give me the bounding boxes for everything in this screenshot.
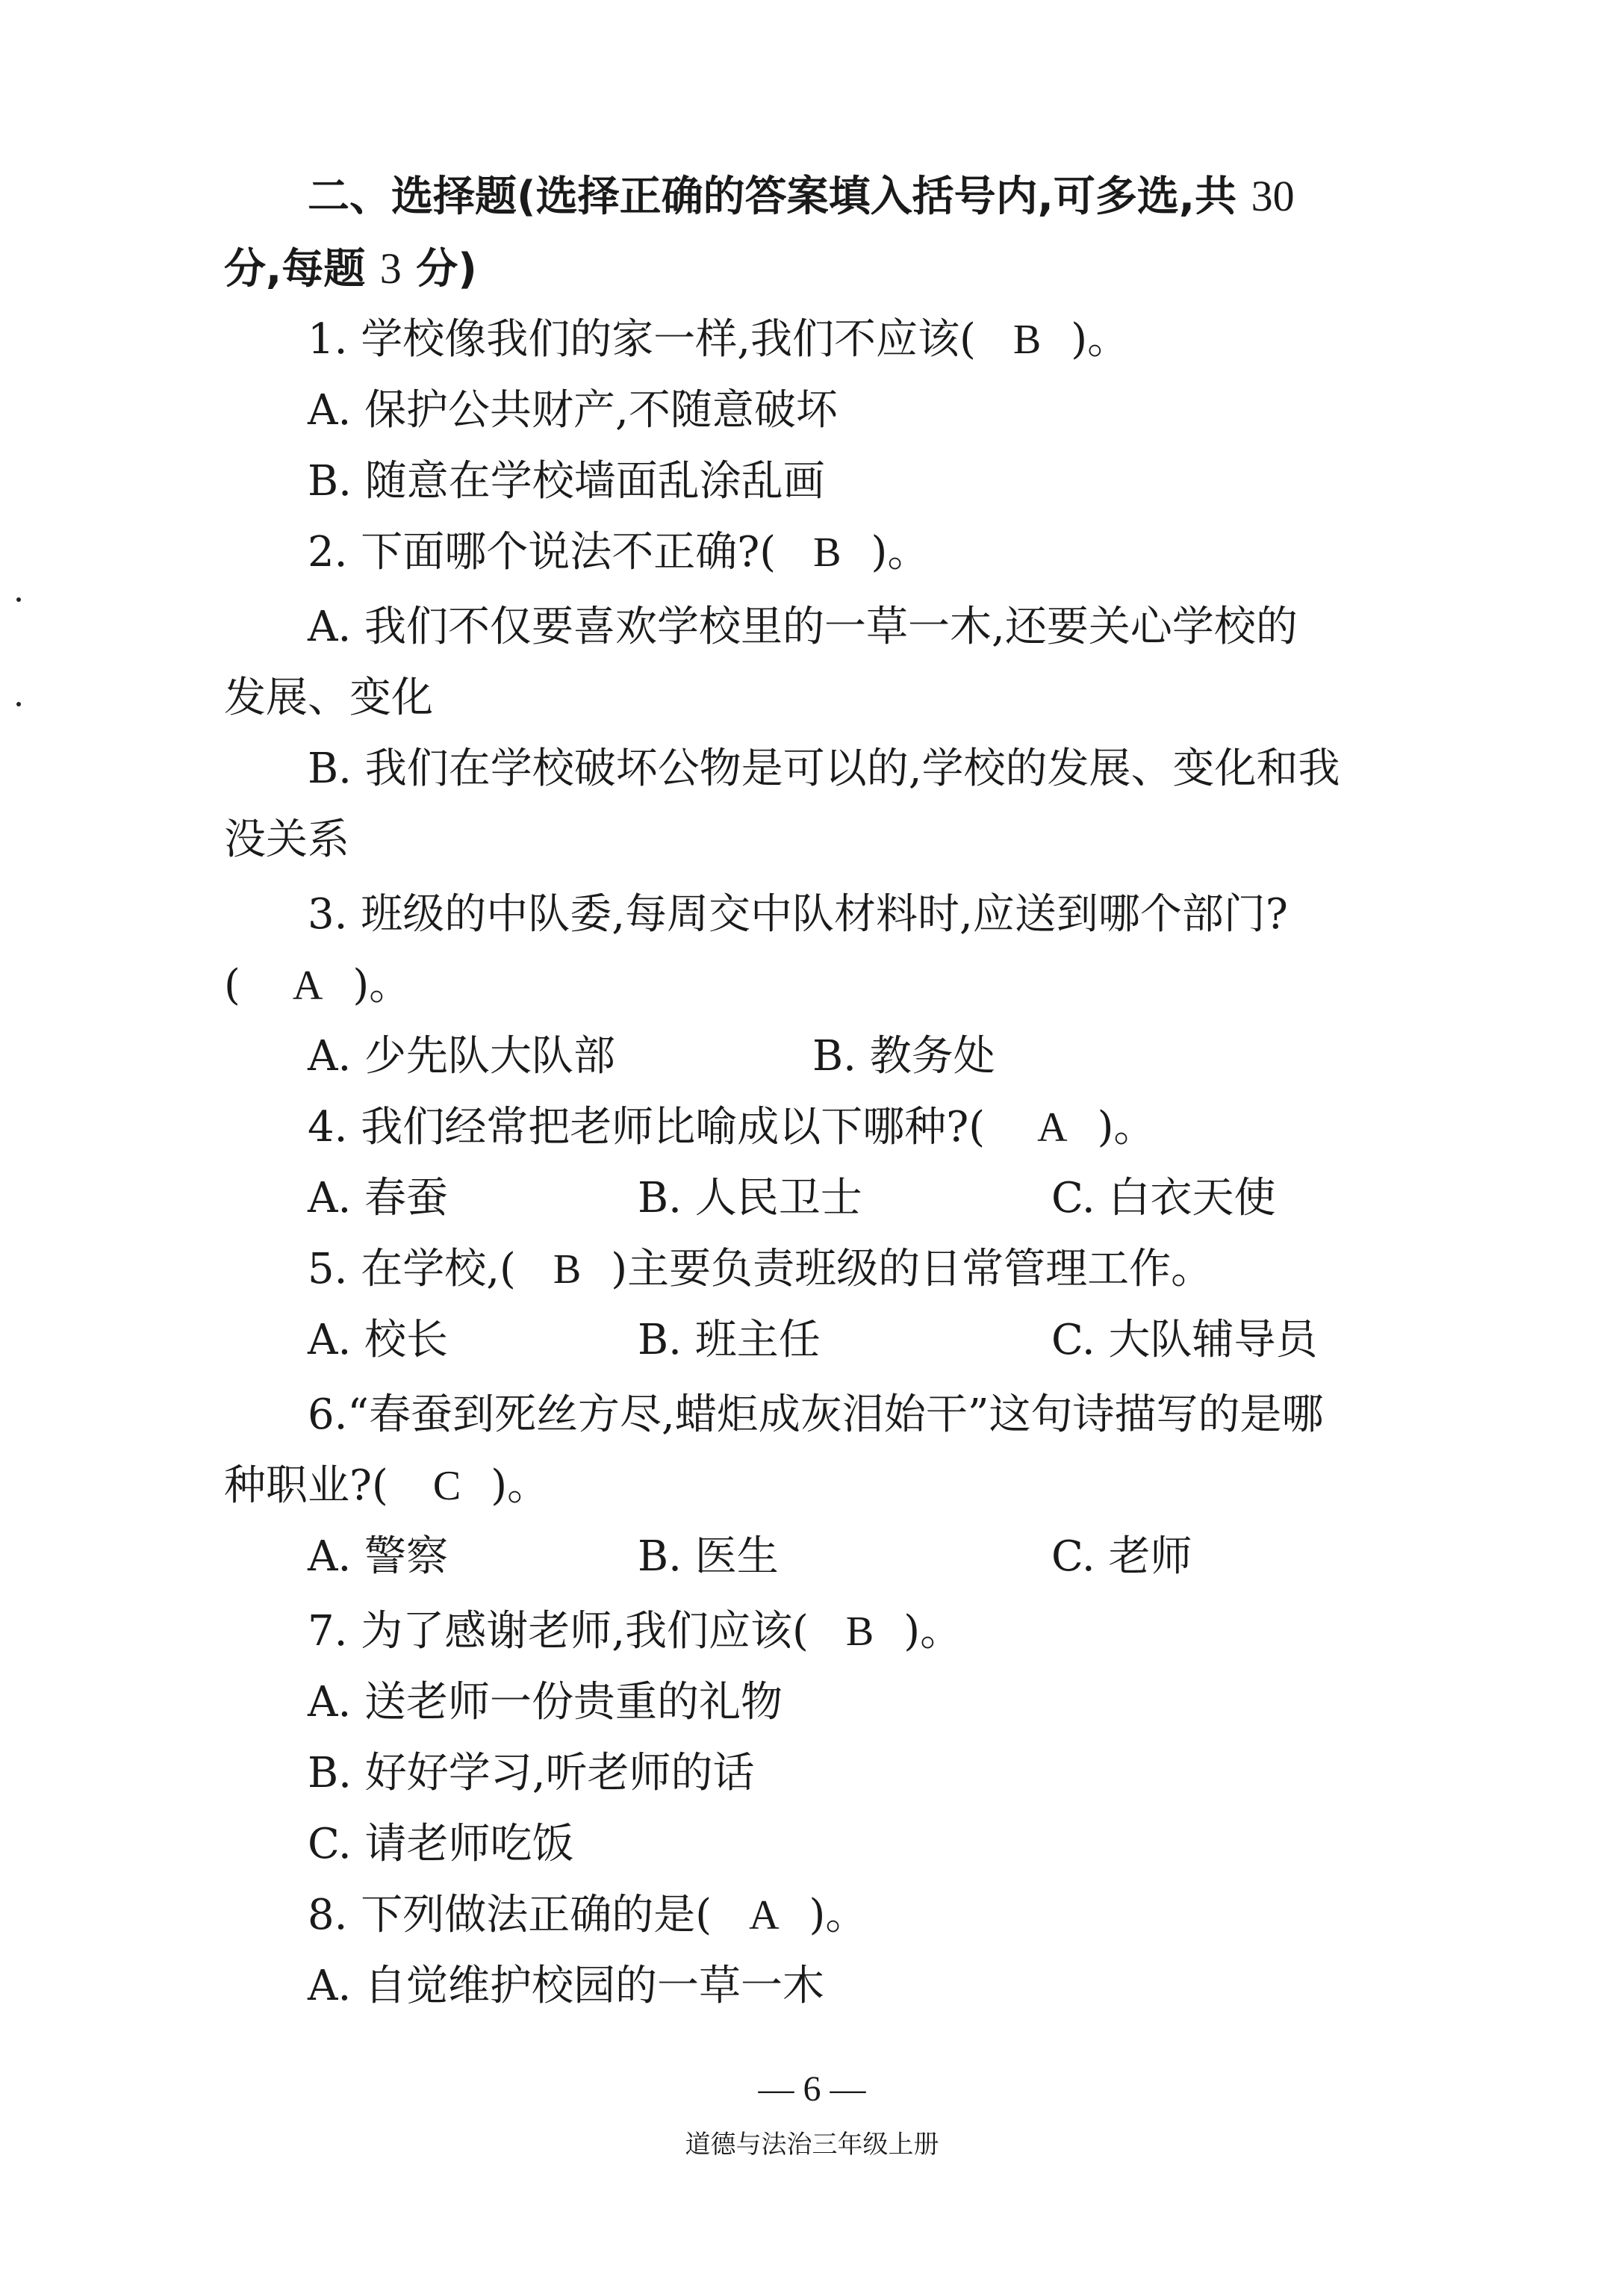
question-6-option-a: A. 警察	[308, 1532, 449, 1581]
question-2-text: 2. 下面哪个说法不正确?(	[308, 528, 777, 576]
question-8-text: 8. 下列做法正确的是(	[308, 1891, 712, 1939]
question-7-stem	[308, 1606, 962, 1658]
question-1-text-end: )。	[1071, 315, 1130, 364]
question-8-text-end: )。	[809, 1891, 868, 1939]
question-2-option-a-line-2: 发展、变化	[224, 674, 433, 722]
question-4-text-end: )。	[1097, 1103, 1156, 1151]
question-2-text-end: )。	[871, 528, 930, 576]
question-3-answer: A	[292, 963, 323, 1009]
scan-speck-1	[16, 597, 21, 602]
question-1-option-a: A. 保护公共财产,不随意破坏	[308, 386, 838, 435]
question-5-option-a: A. 校长	[308, 1316, 449, 1364]
question-5-stem	[308, 1243, 1213, 1296]
question-5-option-b: B. 班主任	[638, 1316, 821, 1364]
question-1-text: 1. 学校像我们的家一样,我们不应该(	[308, 315, 976, 364]
question-6-text: 种职业?(	[224, 1461, 388, 1510]
question-5-text-end: )主要负责班级的日常管理工作。	[611, 1245, 1213, 1293]
question-7-text: 7. 为了感谢老师,我们应该(	[308, 1607, 809, 1656]
question-3-option-b: B. 教务处	[812, 1032, 995, 1081]
question-6-answer: C	[432, 1463, 461, 1509]
question-3-text-end: )。	[352, 961, 411, 1010]
section-heading-text: 二、选择题(选择正确的答案填入括号内,可多选,共	[308, 172, 1237, 221]
question-7-option-b: B. 好好学习,听老师的话	[308, 1749, 755, 1797]
question-3-stem: 3. 班级的中队委,每周交中队材料时,应送到哪个部门?	[308, 890, 1288, 939]
per-question-unit: 分)	[416, 245, 477, 293]
section-heading-line-2	[224, 243, 477, 296]
question-4-stem	[308, 1101, 1155, 1154]
question-2-option-b-line-2: 没关系	[224, 815, 349, 864]
question-7-option-c: C. 请老师吃饭	[308, 1820, 574, 1868]
question-6-option-c: C. 老师	[1051, 1532, 1192, 1581]
question-6-option-b: B. 医生	[638, 1532, 779, 1581]
question-3-answer-line	[224, 960, 411, 1012]
question-6-stem-line-1: 6.“春蚕到死丝方尽,蜡炬成灰泪始干”这句诗描写的是哪	[308, 1390, 1324, 1439]
question-4-option-a: A. 春蚕	[308, 1174, 449, 1222]
question-2-option-a-line-1: A. 我们不仅要喜欢学校里的一草一木,还要关心学校的	[308, 603, 1298, 651]
question-8-option-a: A. 自觉维护校园的一草一木	[308, 1962, 825, 2010]
per-question-label: 分,每题	[224, 245, 366, 293]
total-score: 30	[1251, 172, 1295, 220]
question-2-answer: B	[813, 529, 841, 576]
question-5-text: 5. 在学校,(	[308, 1245, 516, 1293]
question-1-answer: B	[1012, 317, 1042, 363]
question-1-stem	[308, 314, 1129, 366]
question-6-stem-line-2	[224, 1460, 549, 1512]
question-5-option-c: C. 大队辅导员	[1051, 1316, 1318, 1364]
page-number: — 6 —	[758, 2069, 866, 2109]
question-4-answer: A	[1037, 1104, 1068, 1151]
question-3-option-a: A. 少先队大队部	[308, 1032, 616, 1081]
book-title: 道德与法治三年级上册	[685, 2130, 939, 2160]
question-7-answer: B	[845, 1608, 874, 1655]
question-3-paren: (	[224, 961, 240, 1010]
question-8-stem	[308, 1889, 867, 1942]
per-question-score: 3	[379, 244, 402, 293]
question-7-option-a: A. 送老师一份贵重的礼物	[308, 1678, 783, 1726]
question-8-answer: A	[749, 1892, 780, 1939]
question-2-option-b-line-1: B. 我们在学校破坏公物是可以的,学校的发展、变化和我	[308, 745, 1340, 793]
question-5-answer: B	[553, 1246, 582, 1293]
question-4-option-b: B. 人民卫士	[638, 1174, 862, 1222]
question-4-text: 4. 我们经常把老师比喻成以下哪种?(	[308, 1103, 986, 1151]
scan-speck-2	[16, 702, 21, 706]
question-4-option-c: C. 白衣天使	[1051, 1174, 1276, 1222]
question-7-text-end: )。	[903, 1607, 962, 1656]
question-1-option-b: B. 随意在学校墙面乱涂乱画	[308, 457, 825, 506]
question-2-stem	[308, 526, 929, 579]
question-6-text-end: )。	[491, 1461, 550, 1510]
section-heading-line-1	[308, 170, 1295, 223]
